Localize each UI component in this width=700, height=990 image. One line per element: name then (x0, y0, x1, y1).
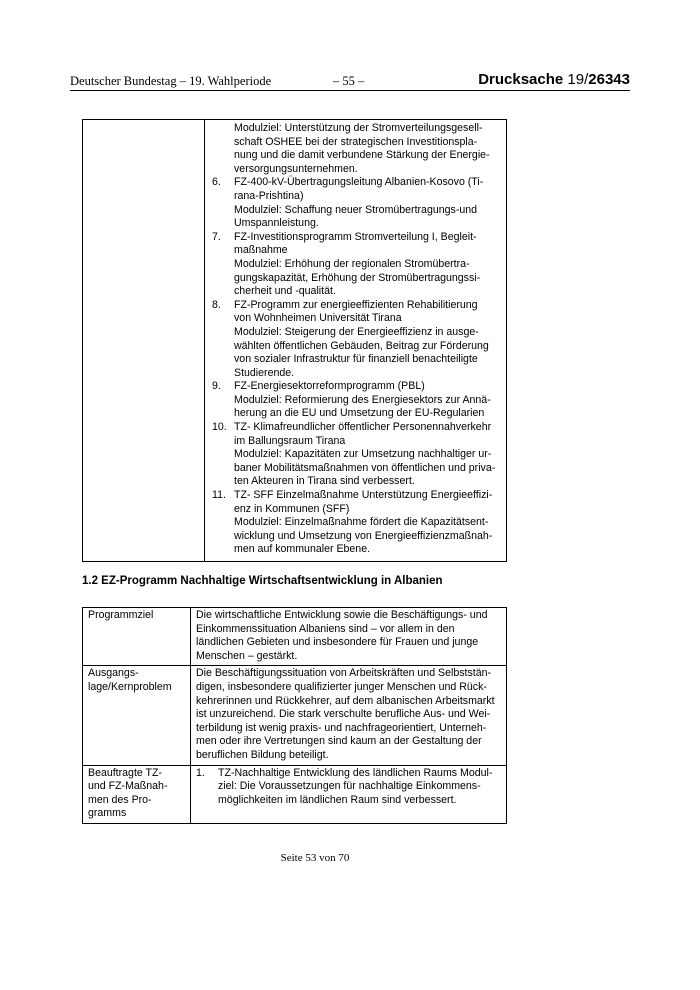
table-row (83, 666, 507, 765)
list-item (212, 231, 500, 299)
text-line: digen, insbesondere qualifizierter junger Menschen und Rück- (196, 680, 487, 693)
list-item (212, 299, 500, 381)
text-line: wicklung und Umsetzung von Energieeffizienzmaßnah- (234, 529, 493, 542)
row-text-massnahmen (191, 765, 507, 823)
row-text-programmziel (191, 608, 507, 666)
label-line: und FZ-Maßnah- (88, 780, 168, 793)
text-line: Modulziel: Kapazitäten zur Umsetzung nachhaltiger ur- (234, 448, 492, 461)
list-item (212, 421, 500, 489)
text-line: Einkommenssituation Albaniens sind – vor allem in den (196, 622, 455, 635)
text-line: FZ-Investitionsprogramm Stromverteilung I, Begleit- (234, 230, 477, 243)
text-line: ziel: Die Voraussetzungen für nachhaltige Einkommens- (218, 780, 481, 793)
text-line: Menschen – gestärkt. (196, 649, 298, 662)
text-line: TZ- Klimafreundlicher öffentlicher Personennahverkehr (234, 421, 492, 434)
text-line: kehrerinnen und Rückkehrer, auf dem albanischen Arbeitsmarkt (196, 694, 495, 707)
list-number: 9. (212, 380, 221, 393)
list-number: 11. (212, 489, 226, 502)
page-header (70, 72, 630, 92)
text-line: von sozialer Infrastruktur für finanziell benachteiligte (234, 353, 478, 366)
row-label-programmziel (83, 608, 191, 666)
text-line: ist unzureichend. Die stark verschulte berufliche Aus- und Wei- (196, 708, 491, 721)
text-line: enz in Kommunen (SFF) (234, 502, 350, 515)
label-line: Programmziel (88, 609, 154, 621)
text-line: men oder ihre Vertretungen sind kaum an der Gestaltung der (196, 735, 482, 748)
text-line: Die wirtschaftliche Entwicklung sowie die Beschäftigungs- und (196, 609, 488, 621)
text-line: nung und die damit verbundene Stärkung der Energie- (234, 149, 490, 162)
text-line: baner Mobilitätsmaßnahmen von öffentlichen und priva- (234, 461, 496, 474)
text-line: TZ-Nachhaltige Entwicklung des ländlichen Raums Modul- (218, 766, 493, 779)
row-label-massnahmen (83, 765, 191, 823)
text-line: schaft OSHEE bei der strategischen Investitionspla- (234, 135, 478, 148)
table1-right-cell (205, 120, 507, 562)
label-line: Ausgangs- (88, 667, 139, 680)
list-number: 10. (212, 421, 227, 434)
text-line: men auf kommunaler Ebene. (234, 543, 371, 556)
page-footer: Seite 53 von 70 (280, 852, 350, 864)
text-line: Modulziel: Reformierung des Energiesektors zur Annä- (234, 393, 491, 406)
header-publication: Deutscher Bundestag – 19. Wahlperiode (70, 74, 272, 88)
header-doc-label: Drucksache (478, 71, 564, 88)
text-line: Modulziel: Unterstützung der Stromverteilungsgesell- (234, 122, 483, 134)
label-line: lage/Kernproblem (88, 680, 172, 693)
text-line: Modulziel: Schaffung neuer Stromübertragungs-und (234, 203, 478, 216)
label-line: men des Pro- (88, 793, 152, 806)
label-line: gramms (88, 807, 127, 820)
header-rule (70, 90, 630, 91)
list-number: 1. (196, 766, 205, 779)
text-line: maßnahme (234, 244, 288, 257)
text-line: TZ- SFF Einzelmaßnahme Unterstützung Energieeffizi- (234, 489, 493, 502)
text-line: FZ-400-kV-Übertragungsleitung Albanien-Kosovo (Ti- (234, 176, 484, 189)
text-line: herung an die EU und Umsetzung der EU-Regularien (234, 407, 485, 420)
label-line: Beauftragte TZ- (88, 766, 162, 779)
text-line: Modulziel: Erhöhung der regionalen Stromübertra- (234, 257, 470, 270)
text-line: cherheit und -qualität. (234, 285, 336, 298)
text-line: Modulziel: Steigerung der Energieeffizienz in ausge- (234, 325, 479, 338)
text-line: im Ballungsraum Tirana (234, 434, 346, 447)
section-heading: 1.2 EZ-Programm Nachhaltige Wirtschaftsentwicklung in Albanien (82, 575, 443, 587)
list-item (212, 489, 500, 557)
text-line: wählten öffentlichen Gebäuden, Beitrag zur Förderung (234, 339, 489, 352)
text-line: ten Akteuren in Tirana sind verbessert. (234, 475, 415, 488)
text-line: versorgungsunternehmen. (234, 162, 358, 175)
text-line: terbildung ist wenig praxis- und nachfrageorientiert, Unterneh- (196, 721, 487, 734)
header-doc-number-a: 19/ (567, 71, 589, 88)
measures-table-continued (82, 119, 507, 562)
header-page-number: – 55 – (333, 74, 365, 88)
text-line: beruflichen Bildung beteiligt. (196, 748, 329, 761)
text-line: rana-Prishtina) (234, 189, 304, 202)
text-line: Modulziel: Einzelmaßnahme fördert die Kapazitätsent- (234, 516, 489, 529)
list-number: 7. (212, 230, 221, 243)
text-line: möglichkeiten im ländlichen Raum sind verbessert. (218, 793, 457, 806)
text-line: gungskapazität, Erhöhung der Stromübertragungssi- (234, 271, 481, 284)
program-table (82, 607, 507, 824)
text-line: FZ-Programm zur energieeffizienten Rehabilitierung (234, 298, 478, 311)
list-item (212, 176, 500, 230)
text-line: ländlichen Gebieten und insbesondere für Frauen und junge (196, 636, 479, 649)
table1-left-cell (83, 120, 205, 562)
row-label-ausgangslage (83, 666, 191, 765)
row-text-ausgangslage (191, 666, 507, 765)
text-line: von Wohnheimen Universität Tirana (234, 312, 402, 325)
text-line: FZ-Energiesektorreformprogramm (PBL) (234, 380, 425, 393)
intro-paragraph (212, 122, 500, 176)
text-line: Studierende. (234, 366, 295, 379)
header-doc-number-b: 26343 (588, 71, 630, 88)
list-item (196, 767, 501, 808)
text-line: Umspannleistung. (234, 217, 319, 230)
text-line: Die Beschäftigungssituation von Arbeitskräften und Selbststän- (196, 667, 492, 680)
table-row (83, 765, 507, 823)
list-item (212, 380, 500, 421)
measures-list (212, 176, 500, 557)
list-number: 6. (212, 176, 221, 189)
header-document-number (478, 71, 630, 88)
table-row (83, 608, 507, 666)
list-number: 8. (212, 298, 221, 311)
